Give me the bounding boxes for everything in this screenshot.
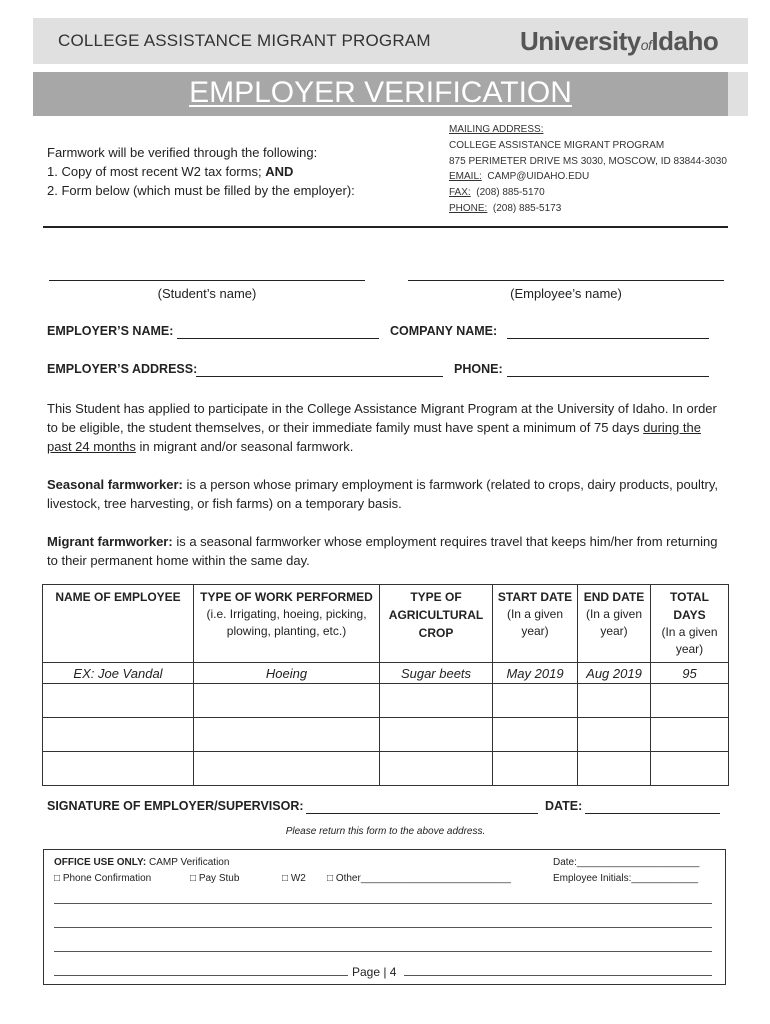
employee-initials[interactable]: Employee Initials:____________ xyxy=(553,873,699,884)
address-email: EMAIL: CAMP@UIDAHO.EDU xyxy=(449,171,590,182)
cell-work[interactable] xyxy=(194,752,380,786)
cell-employee[interactable] xyxy=(43,752,194,786)
employer-address-label: EMPLOYER’S ADDRESS: xyxy=(47,362,198,376)
return-note: Please return this form to the above address. xyxy=(285,826,486,837)
student-name-caption: (Student’s name) xyxy=(157,286,257,301)
program-name: COLLEGE ASSISTANCE MIGRANT PROGRAM xyxy=(58,31,431,50)
cell-employee[interactable] xyxy=(43,718,194,752)
signature-label: SIGNATURE OF EMPLOYER/SUPERVISOR: xyxy=(47,799,304,813)
notes-line[interactable] xyxy=(54,951,712,953)
eligibility-paragraph: This Student has applied to participate in the College Assistance Migrant Program at the University of Idaho. In order to be eligible, the student themselves, or their immediate family must have spent a minimum of 75 days during the past 24 months in migrant and/or seasonal farmwork. xyxy=(47,401,717,454)
office-use-label: OFFICE USE ONLY: CAMP Verification xyxy=(54,857,230,868)
mailing-address-label: MAILING ADDRESS: xyxy=(449,124,544,135)
phone-label: PHONE: xyxy=(454,362,503,376)
header-start-date: START DATE (In a given year) xyxy=(493,585,578,663)
header-employee-name: NAME OF EMPLOYEE xyxy=(43,585,194,663)
table-header-row xyxy=(43,585,729,663)
employee-name-line[interactable] xyxy=(408,280,724,281)
w2-checkbox[interactable]: □ W2 xyxy=(282,873,306,884)
address-fax: FAX: (208) 885-5170 xyxy=(449,187,545,198)
student-name-line[interactable] xyxy=(49,280,365,281)
cell-end[interactable] xyxy=(578,684,651,718)
cell-start[interactable] xyxy=(493,718,578,752)
example-employee: EX: Joe Vandal xyxy=(43,663,194,684)
header-total-days: TOTAL DAYS (In a given year) xyxy=(651,585,729,663)
migrant-definition: Migrant farmworker: is a seasonal farmworker whose employment requires travel that keeps him/her from returning to their permanent home within the same day. xyxy=(47,534,718,568)
office-date[interactable]: Date:______________________ xyxy=(553,857,700,868)
intro-item-2: 2. Form below (which must be filled by the employer): xyxy=(47,183,355,198)
employer-address-line[interactable] xyxy=(196,376,443,377)
notes-line[interactable] xyxy=(404,975,712,977)
employer-name-line[interactable] xyxy=(177,338,379,339)
header-end-date: END DATE (In a given year) xyxy=(578,585,651,663)
date-label: DATE: xyxy=(545,799,583,813)
signature-line[interactable] xyxy=(306,813,538,814)
example-end: Aug 2019 xyxy=(578,663,651,684)
address-program: COLLEGE ASSISTANCE MIGRANT PROGRAM xyxy=(449,140,665,151)
table-row xyxy=(43,752,729,786)
intro-item-1: 1. Copy of most recent W2 tax forms; AND xyxy=(47,164,294,179)
date-line[interactable] xyxy=(585,813,720,814)
header-crop-type: TYPE OF AGRICULTURAL CROP xyxy=(380,585,493,663)
seasonal-definition: Seasonal farmworker: is a person whose primary employment is farmwork (related to crops, dairy products, poultry, livestock, tree harvesting, or fish farms) on a temporary basis. xyxy=(47,477,718,511)
cell-crop[interactable] xyxy=(380,684,493,718)
cell-employee[interactable] xyxy=(43,684,194,718)
cell-end[interactable] xyxy=(578,718,651,752)
cell-work[interactable] xyxy=(194,684,380,718)
pay-stub-checkbox[interactable]: □ Pay Stub xyxy=(190,873,240,884)
address-street: 875 PERIMETER DRIVE MS 3030, MOSCOW, ID 83844-3030 xyxy=(449,156,727,167)
header-work-type: TYPE OF WORK PERFORMED (i.e. Irrigating, hoeing, picking, plowing, planting, etc.) xyxy=(194,585,380,663)
other-checkbox[interactable]: □ Other___________________________ xyxy=(327,873,511,884)
page-number: Page | 4 xyxy=(352,965,397,979)
cell-days[interactable] xyxy=(651,718,729,752)
university-logo: UniversityofIdaho xyxy=(520,26,719,56)
notes-line[interactable] xyxy=(54,903,712,905)
address-phone: PHONE: (208) 885-5173 xyxy=(449,203,562,214)
notes-line[interactable] xyxy=(54,927,712,929)
cell-work[interactable] xyxy=(194,718,380,752)
phone-line[interactable] xyxy=(507,376,709,377)
employee-name-caption: (Employee’s name) xyxy=(510,286,622,301)
intro-lead: Farmwork will be verified through the following: xyxy=(47,145,318,160)
example-row xyxy=(43,663,729,684)
cell-crop[interactable] xyxy=(380,752,493,786)
example-start: May 2019 xyxy=(493,663,578,684)
example-work: Hoeing xyxy=(194,663,380,684)
cell-start[interactable] xyxy=(493,752,578,786)
work-table xyxy=(42,584,729,786)
cell-days[interactable] xyxy=(651,752,729,786)
page-title: EMPLOYER VERIFICATION xyxy=(189,76,572,109)
phone-confirmation-checkbox[interactable]: □ Phone Confirmation xyxy=(54,873,152,884)
company-name-line[interactable] xyxy=(507,338,709,339)
notes-line[interactable] xyxy=(54,975,348,977)
cell-crop[interactable] xyxy=(380,718,493,752)
company-name-label: COMPANY NAME: xyxy=(390,324,498,338)
cell-days[interactable] xyxy=(651,684,729,718)
section-divider xyxy=(43,226,728,228)
example-crop: Sugar beets xyxy=(380,663,493,684)
employer-name-label: EMPLOYER’S NAME: xyxy=(47,324,174,338)
cell-start[interactable] xyxy=(493,684,578,718)
table-row xyxy=(43,718,729,752)
example-days: 95 xyxy=(651,663,729,684)
title-band-edge xyxy=(728,72,748,116)
cell-end[interactable] xyxy=(578,752,651,786)
table-row xyxy=(43,684,729,718)
